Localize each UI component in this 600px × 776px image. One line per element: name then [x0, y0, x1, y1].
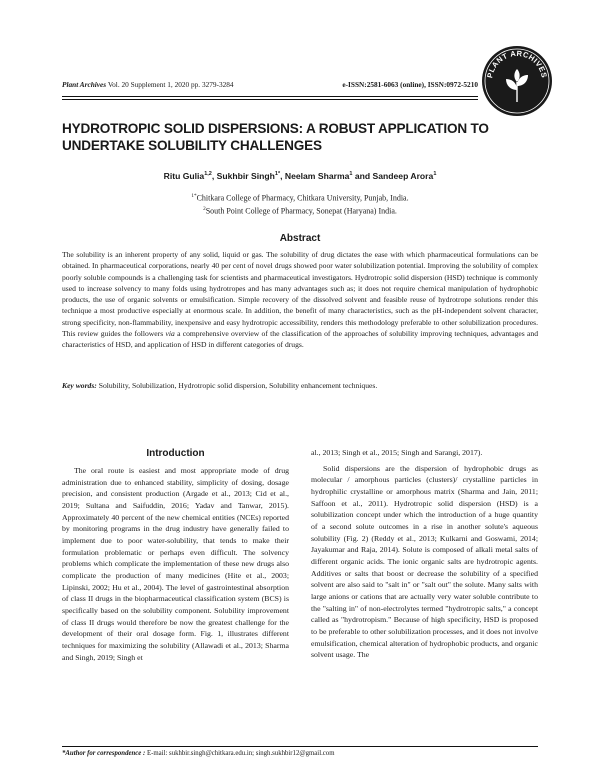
footnote-label: *Author for correspondence : — [62, 750, 146, 757]
abstract-text: a comprehensive overview of the classification of the approaches of solubility improving techniques, advantages and characteristics of HSD, and application of HSD in different categories of drugs. — [62, 329, 539, 350]
right-column — [311, 447, 538, 661]
affiliation-text: Chitkara College of Pharmacy, Chitkara University, Punjab, India. — [196, 193, 409, 203]
logo-text: PLANT ARCHIVES — [485, 48, 549, 79]
keywords-text: Solubility, Solubilization, Hydrotropic solid dispersion, Solubility enhancement techniques. — [98, 381, 378, 390]
header-rule — [62, 96, 478, 97]
author-sup: 1* — [274, 171, 281, 178]
journal-name: Plant Archives — [62, 80, 107, 89]
author-sup: 1 — [349, 171, 353, 178]
introduction-heading: Introduction — [146, 448, 205, 459]
body-paragraph: The oral route is easiest and most appropriate mode of drug administration due to enhanced stability, simplicity of dosing, dosage precision, and consistent production (Argade et al., 2013; Cid et al., 2019; Sultana and Saifuddin, 2016; Yadav and Tanwar, 2015). Approximately 40 percent of the new chemical entities (NCEs) reported by monitoring programs in the drug industry have generally failed to implement due to poor water-solubility, that tends to make their formulation problematic or perhaps even difficult. The solvency problems which complicate the implementation of these new drugs also complicate the production of many medicines (Hite et al., 2003; Lipinski, 2002; Hu et al., 2004). The level of gastrointestinal absorption of class II drugs in the biopharmaceutical classification system (BCS) is specifically based on the solubility component. Solubility improvement of class II drugs would therefore be now the greatest challenge for the development of their oral dosage form. Fig. 1, illustrates different techniques for maximizing the solubility (Allawadi et al., 2013; Sharma and Singh, 2019; Singh et — [62, 466, 289, 662]
footer-rule — [62, 746, 538, 747]
journal-header — [62, 80, 478, 89]
abstract-text: The solubility is an inherent property of any solid, liquid or gas. The solubility of drug dictates the ease with which pharmaceutical formulations can be obtained. In pharmaceutical corporations, nearly 40 per cent of novel drugs showed poor water solubilization potential. Improving the solubility of complex poorly soluble compounds is a challenging task for scientists and pharmaceutical investigators. Hydrotropic solid dispersion (HSD) technique is commonly used to increase solvency to many folds using hydrotropes and has many advantages such as; it does not require chemical manipulation of hydrophobic products, the use of organic solvents or emulsification. Simple recovery of the dissolved solvent and feasible reuse of hydrotrope solutions render this technique a most productive especially at enormous scale. In addition, the benefit of many characteristics, such as the pH-independent solvent character, strong specificity, non-flammability, inexpensive and easy hydrotropic accessibility, renders this methodology preferable to other solubilization procedures. This review guides the followers — [62, 250, 538, 339]
author-name: Ritu Gulia — [163, 171, 205, 181]
affiliation-sup: 1* — [191, 193, 197, 199]
author-name: Sandeep Arora — [372, 171, 434, 181]
affiliation-text: South Point College of Pharmacy, Sonepat (Haryana) India. — [205, 206, 397, 216]
keywords-label: Key words: — [62, 381, 97, 390]
author-list: Ritu Gulia$^{1,2}$, Sukhbir Singh$^{1*}$, Neelam Sharma$^1$ and Sandeep Arora$^1$ — [163, 171, 437, 181]
journal-citation: Vol. 20 Supplement 1, 2020 pp. 3279-3284 — [107, 80, 234, 89]
affiliation — [62, 193, 538, 203]
author-name: Neelam Sharma — [284, 171, 350, 181]
body-paragraph: al., 2013; Singh et al., 2015; Singh and Sarangi, 2017). — [311, 448, 483, 457]
plant-archives-logo — [480, 44, 554, 118]
header-rule — [62, 99, 478, 100]
affiliation-sup: 2 — [203, 206, 206, 212]
left-column — [62, 447, 289, 663]
author-sup: 1,2 — [204, 171, 212, 178]
abstract-italic: via — [165, 329, 175, 339]
correspondence-footnote — [62, 750, 538, 757]
author-sup: 1 — [433, 171, 437, 178]
body-paragraph: Solid dispersions are the dispersion of hydrophobic drugs as molecular / amorphous particles (clusters)/ crystalline particles in hydrophilic crystalline or amorphous matrix (Sharma and Jain, 2011; Saffoon et al., 2011). Hydrotropic solid dispersion (HSD) is a solubilization concept under which the introduction of a huge quantity of a second solute outcomes in a rise in another solute's aqueous solubility (Fig. 2) (Reddy et al., 2013; Kulkarni and Goswami, 2014; Jayakumar and Raja, 2014). Solute is composed of alkali metal salts of different organic acids. The ionic organic salts are hydrotropic agents. Additives or salts that boost or decrease the solubility of a specified solvent are also said to "salt in" or "salt out" the solute. Many salts with large anions or cations that are actually very water soluble contribute to the "salting in" of non-electrolytes termed "hydrotropic salts," a concept called as "hydrotropism." Because of high specificity, HSD is proposed to be preferable to other solubilization processes, and it does not involve emulsification, chemical alteration of hydrophobic products, and organic solvent usage. The — [311, 463, 538, 660]
footnote-email[interactable]: E-mail: sukhbir.singh@chitkara.edu.in; singh.sukhbir12@gmail.com — [146, 750, 335, 757]
affiliation — [62, 206, 538, 216]
author-name: Sukhbir Singh — [216, 171, 275, 181]
abstract-body — [62, 249, 538, 351]
keywords — [62, 380, 538, 391]
journal-issn: e-ISSN:2581-6063 (online), ISSN:0972-5210 — [342, 80, 478, 89]
abstract-heading: Abstract — [279, 233, 321, 244]
article-title: HYDROTROPIC SOLID DISPERSIONS: A ROBUST APPLICATION TO UNDERTAKE SOLUBILITY CHALLENGES — [62, 121, 489, 153]
